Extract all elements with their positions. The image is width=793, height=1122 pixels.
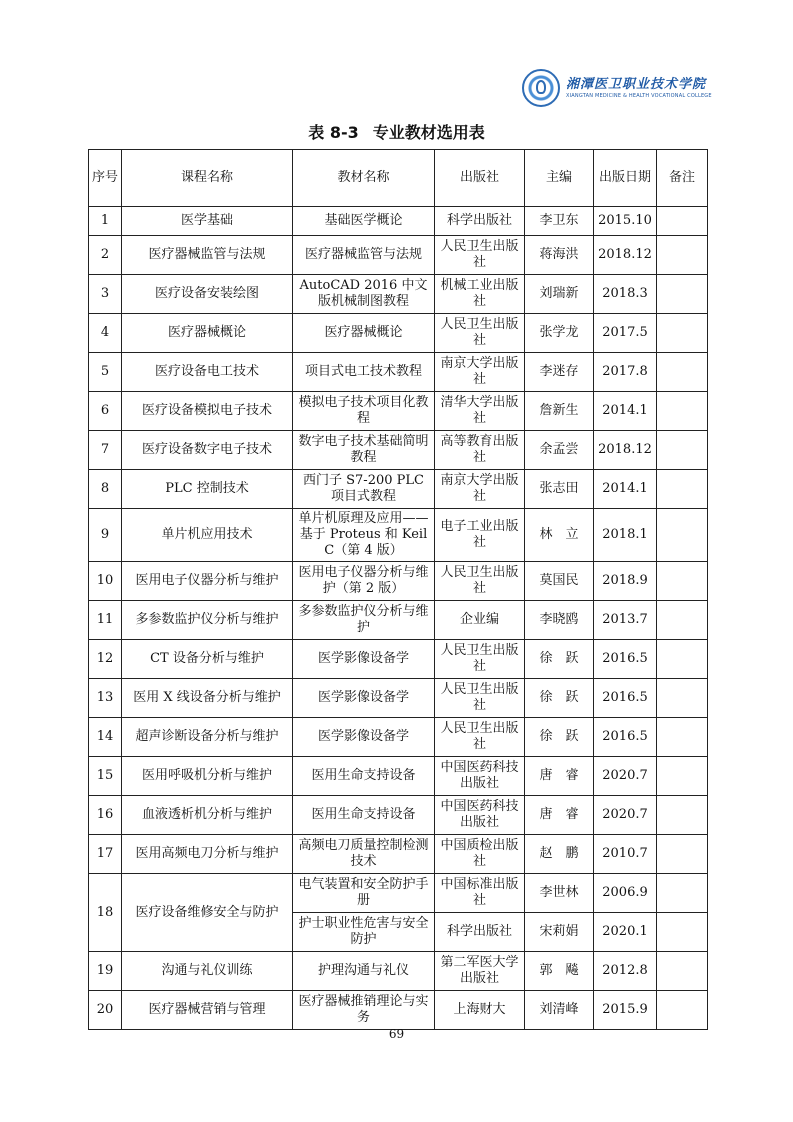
row-seq: 10 — [89, 562, 122, 601]
row-publisher: 高等教育出版社 — [435, 431, 525, 470]
row-course: 单片机应用技术 — [122, 509, 293, 562]
row-course: 医疗设备数字电子技术 — [122, 431, 293, 470]
row-book: 高频电刀质量控制检测技术 — [293, 835, 435, 874]
table-row — [89, 757, 708, 796]
row-date: 2017.8 — [594, 353, 657, 392]
row-editor: 徐 跃 — [525, 679, 594, 718]
row-note — [657, 952, 708, 991]
row-seq: 5 — [89, 353, 122, 392]
row-publisher: 中国标准出版社 — [435, 874, 525, 913]
header-seq: 序号 — [89, 150, 122, 207]
row-book: 模拟电子技术项目化教程 — [293, 392, 435, 431]
row-date: 2016.5 — [594, 679, 657, 718]
row-publisher: 人民卫生出版社 — [435, 718, 525, 757]
table-row — [89, 562, 708, 601]
table-row — [89, 207, 708, 236]
row-note — [657, 353, 708, 392]
row-seq: 6 — [89, 392, 122, 431]
row-editor: 刘清峰 — [525, 991, 594, 1030]
row-date: 2015.9 — [594, 991, 657, 1030]
row-seq: 3 — [89, 275, 122, 314]
row-course: 医学基础 — [122, 207, 293, 236]
table-row — [89, 470, 708, 509]
row-date: 2013.7 — [594, 601, 657, 640]
row-seq: 19 — [89, 952, 122, 991]
row-note — [657, 562, 708, 601]
row-publisher: 南京大学出版社 — [435, 470, 525, 509]
row-book: 医用电子仪器分析与维护（第 2 版） — [293, 562, 435, 601]
row-seq: 12 — [89, 640, 122, 679]
row-course: 医用高频电刀分析与维护 — [122, 835, 293, 874]
row-publisher: 中国质检出版社 — [435, 835, 525, 874]
row-editor: 张志田 — [525, 470, 594, 509]
row-date: 2014.1 — [594, 392, 657, 431]
header-publisher: 出版社 — [435, 150, 525, 207]
row-note — [657, 275, 708, 314]
table-row — [89, 835, 708, 874]
row-editor: 李卫东 — [525, 207, 594, 236]
row-book: 医疗器械概论 — [293, 314, 435, 353]
college-logo — [522, 66, 712, 110]
row-note — [657, 601, 708, 640]
row-note — [657, 757, 708, 796]
row-book: 多参数监护仪分析与维护 — [293, 601, 435, 640]
header-editor: 主编 — [525, 150, 594, 207]
row-date: 2017.5 — [594, 314, 657, 353]
row-book: 医学影像设备学 — [293, 640, 435, 679]
row-seq: 13 — [89, 679, 122, 718]
row-editor: 莫国民 — [525, 562, 594, 601]
row-date: 2006.9 — [594, 874, 657, 913]
row-publisher: 中国医药科技出版社 — [435, 796, 525, 835]
row-seq: 20 — [89, 991, 122, 1030]
row-course: 血液透析机分析与维护 — [122, 796, 293, 835]
row-note — [657, 796, 708, 835]
row-date: 2020.7 — [594, 757, 657, 796]
row-publisher: 南京大学出版社 — [435, 353, 525, 392]
row-book: 数字电子技术基础简明教程 — [293, 431, 435, 470]
table-row — [89, 392, 708, 431]
row-book: 项目式电工技术教程 — [293, 353, 435, 392]
row-editor: 蒋海洪 — [525, 236, 594, 275]
row-note — [657, 679, 708, 718]
row-editor: 李晓鸥 — [525, 601, 594, 640]
row-editor: 唐 睿 — [525, 796, 594, 835]
table-number: 表 8-3 — [308, 123, 359, 142]
table-row — [89, 874, 708, 913]
row-course: 医疗设备电工技术 — [122, 353, 293, 392]
table-row — [89, 509, 708, 562]
row-date: 2015.10 — [594, 207, 657, 236]
table-title — [0, 120, 793, 143]
row-course: 医疗器械营销与管理 — [122, 991, 293, 1030]
row-course: CT 设备分析与维护 — [122, 640, 293, 679]
row-editor: 刘瑞新 — [525, 275, 594, 314]
row-course: 医疗设备模拟电子技术 — [122, 392, 293, 431]
row-book: 基础医学概论 — [293, 207, 435, 236]
row-editor: 张学龙 — [525, 314, 594, 353]
row-course: 医用电子仪器分析与维护 — [122, 562, 293, 601]
row-date: 2016.5 — [594, 640, 657, 679]
row-editor: 宋莉娟 — [525, 913, 594, 952]
row-book: 医用生命支持设备 — [293, 796, 435, 835]
row-publisher: 第二军医大学出版社 — [435, 952, 525, 991]
row-date: 2012.8 — [594, 952, 657, 991]
row-note — [657, 236, 708, 275]
row-date: 2018.9 — [594, 562, 657, 601]
row-course: 医疗设备维修安全与防护 — [122, 874, 293, 952]
row-date: 2018.3 — [594, 275, 657, 314]
row-editor: 徐 跃 — [525, 640, 594, 679]
row-publisher: 企业编 — [435, 601, 525, 640]
row-book: 医学影像设备学 — [293, 679, 435, 718]
row-publisher: 科学出版社 — [435, 913, 525, 952]
row-note — [657, 470, 708, 509]
row-seq: 14 — [89, 718, 122, 757]
table-row — [89, 718, 708, 757]
row-book: 西门子 S7-200 PLC 项目式教程 — [293, 470, 435, 509]
row-publisher: 人民卫生出版社 — [435, 679, 525, 718]
row-course: 多参数监护仪分析与维护 — [122, 601, 293, 640]
row-publisher: 人民卫生出版社 — [435, 640, 525, 679]
row-note — [657, 874, 708, 913]
row-note — [657, 640, 708, 679]
row-book: 医用生命支持设备 — [293, 757, 435, 796]
row-course: 超声诊断设备分析与维护 — [122, 718, 293, 757]
row-seq: 7 — [89, 431, 122, 470]
row-seq: 18 — [89, 874, 122, 952]
row-date: 2018.1 — [594, 509, 657, 562]
table-row — [89, 796, 708, 835]
table-row — [89, 236, 708, 275]
row-course: 医用呼吸机分析与维护 — [122, 757, 293, 796]
row-seq: 16 — [89, 796, 122, 835]
row-note — [657, 431, 708, 470]
logo-name-cn: 湘潭医卫职业技术学院 — [566, 76, 707, 92]
row-date: 2020.7 — [594, 796, 657, 835]
row-note — [657, 718, 708, 757]
row-note — [657, 509, 708, 562]
row-publisher: 机械工业出版社 — [435, 275, 525, 314]
row-book: 电气装置和安全防护手册 — [293, 874, 435, 913]
table-header-row — [89, 150, 708, 207]
row-seq: 1 — [89, 207, 122, 236]
row-seq: 15 — [89, 757, 122, 796]
row-publisher: 人民卫生出版社 — [435, 314, 525, 353]
row-book: 单片机原理及应用——基于 Proteus 和 Keil C（第 4 版） — [293, 509, 435, 562]
row-book: 医疗器械推销理论与实务 — [293, 991, 435, 1030]
row-seq: 9 — [89, 509, 122, 562]
table-row — [89, 275, 708, 314]
row-book: AutoCAD 2016 中文版机械制图教程 — [293, 275, 435, 314]
row-seq: 2 — [89, 236, 122, 275]
row-course: 沟通与礼仪训练 — [122, 952, 293, 991]
table-row — [89, 640, 708, 679]
row-publisher: 清华大学出版社 — [435, 392, 525, 431]
row-editor: 林 立 — [525, 509, 594, 562]
row-editor: 詹新生 — [525, 392, 594, 431]
row-seq: 11 — [89, 601, 122, 640]
row-course: 医疗设备安装绘图 — [122, 275, 293, 314]
header-course: 课程名称 — [122, 150, 293, 207]
row-seq: 17 — [89, 835, 122, 874]
row-editor: 余孟尝 — [525, 431, 594, 470]
row-date: 2016.5 — [594, 718, 657, 757]
row-publisher: 中国医药科技出版社 — [435, 757, 525, 796]
row-note — [657, 314, 708, 353]
row-editor: 徐 跃 — [525, 718, 594, 757]
row-date: 2018.12 — [594, 431, 657, 470]
row-course: 医用 X 线设备分析与维护 — [122, 679, 293, 718]
row-note — [657, 913, 708, 952]
logo-name-en: XIANGTAN MEDICINE & HEALTH VOCATIONAL COLLEGE — [566, 92, 712, 99]
table-body — [89, 207, 708, 1030]
page-number: 69 — [388, 1027, 405, 1041]
row-publisher: 电子工业出版社 — [435, 509, 525, 562]
row-publisher: 科学出版社 — [435, 207, 525, 236]
row-publisher: 人民卫生出版社 — [435, 236, 525, 275]
row-course: 医疗器械概论 — [122, 314, 293, 353]
row-book: 医疗器械监管与法规 — [293, 236, 435, 275]
row-book: 护理沟通与礼仪 — [293, 952, 435, 991]
table-row — [89, 353, 708, 392]
row-course: PLC 控制技术 — [122, 470, 293, 509]
college-emblem-icon — [522, 69, 560, 107]
table-row — [89, 601, 708, 640]
row-note — [657, 392, 708, 431]
row-seq: 8 — [89, 470, 122, 509]
row-date: 2010.7 — [594, 835, 657, 874]
row-publisher: 上海财大 — [435, 991, 525, 1030]
table-row — [89, 991, 708, 1030]
header-date: 出版日期 — [594, 150, 657, 207]
row-seq: 4 — [89, 314, 122, 353]
textbook-table — [88, 149, 708, 1030]
row-editor: 李世林 — [525, 874, 594, 913]
row-publisher: 人民卫生出版社 — [435, 562, 525, 601]
row-course: 医疗器械监管与法规 — [122, 236, 293, 275]
table-row — [89, 431, 708, 470]
row-editor: 郭 飚 — [525, 952, 594, 991]
row-book: 医学影像设备学 — [293, 718, 435, 757]
row-editor: 李迷存 — [525, 353, 594, 392]
logo-text — [566, 78, 712, 99]
row-note — [657, 207, 708, 236]
header-note: 备注 — [657, 150, 708, 207]
row-note — [657, 991, 708, 1030]
table-title-text: 专业教材选用表 — [372, 123, 485, 142]
row-note — [657, 835, 708, 874]
row-editor: 唐 睿 — [525, 757, 594, 796]
row-date: 2014.1 — [594, 470, 657, 509]
row-editor: 赵 鹏 — [525, 835, 594, 874]
row-date: 2018.12 — [594, 236, 657, 275]
header-book: 教材名称 — [293, 150, 435, 207]
table-row — [89, 679, 708, 718]
table-row — [89, 952, 708, 991]
table-row — [89, 314, 708, 353]
row-date: 2020.1 — [594, 913, 657, 952]
row-book: 护士职业性危害与安全防护 — [293, 913, 435, 952]
